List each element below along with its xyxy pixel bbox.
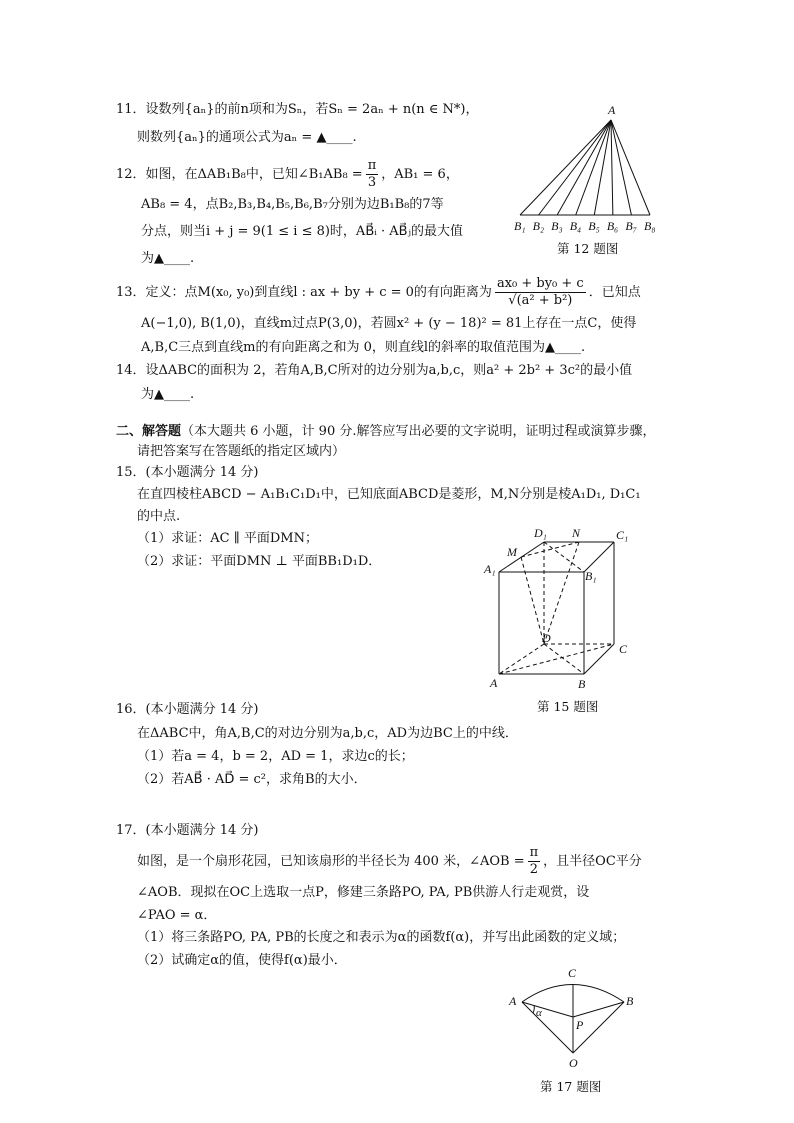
q12-line3: 分点，则当i + j = 9(1 ≤ i ≤ 8)时，AB⃗ᵢ · AB⃗ⱼ的最大值 bbox=[141, 224, 463, 239]
q14-line1: 14．设ΔABC的面积为 2，若角A,B,C所对的边分别为a,b,c，则a² + 2b² + 3c²的最小值 bbox=[116, 363, 633, 378]
fig15-label-B: B bbox=[578, 677, 586, 691]
q13-frac-num: ax₀ + by₀ + c bbox=[496, 276, 584, 291]
fig15-caption: 第 15 题图 bbox=[537, 699, 599, 714]
q12-fraction bbox=[366, 158, 379, 191]
fig17-label-P: P bbox=[576, 1018, 584, 1032]
q11-line2: 则数列{aₙ}的通项公式为aₙ = ▲____. bbox=[137, 130, 357, 145]
fig15-label-C1: C₁ bbox=[616, 528, 629, 542]
q12-line1-text: 12．如图，在ΔAB₁B₈中，已知∠B₁AB₈ = bbox=[116, 167, 363, 182]
fig17-sector-diagram bbox=[506, 965, 646, 1073]
fig17-label-O: O bbox=[569, 1056, 578, 1070]
section2-desc1: （本大题共 6 小题，计 90 分.解答应写出必要的文字说明，证明过程或演算步骤， bbox=[181, 424, 656, 439]
fig12-label-apex: A bbox=[608, 103, 616, 117]
fig12-label-b4: B₄ bbox=[569, 219, 582, 233]
q12-frac-num: π bbox=[367, 158, 377, 173]
fig17-label-alpha: α bbox=[536, 1007, 542, 1019]
q17-line3: ∠PAO = α． bbox=[137, 908, 217, 923]
q15-line2: 的中点. bbox=[137, 509, 181, 524]
section2-header bbox=[116, 423, 656, 441]
q12-line1-tail: ，AB₁ = 6， bbox=[381, 167, 459, 182]
fig12-triangle-diagram bbox=[508, 104, 668, 234]
fig15-label-A: A bbox=[490, 676, 498, 690]
fig12-ray-7 bbox=[611, 120, 631, 215]
fig17-caption: 第 17 题图 bbox=[540, 1079, 602, 1094]
fig12-ray-8 bbox=[611, 120, 650, 215]
fig15-label-M: M bbox=[507, 545, 517, 559]
fig12-label-b6: B₆ bbox=[606, 219, 619, 233]
q17-frac-num: π bbox=[529, 845, 539, 860]
q13-line1 bbox=[116, 276, 641, 309]
q14-line2: 为▲____. bbox=[141, 387, 195, 402]
fig15-prism-diagram bbox=[484, 526, 634, 691]
fig17-label-C: C bbox=[568, 966, 577, 980]
q16-part1: （1）若a = 4，b = 2，AD = 1，求边c的长； bbox=[137, 749, 414, 764]
fig15-label-B1: B₁ bbox=[585, 569, 597, 583]
q13-line1-tail: ．已知点 bbox=[588, 285, 641, 300]
fig12-label-b1: B₁ bbox=[514, 219, 526, 233]
q17-head: 17．(本小题满分 14 分) bbox=[116, 823, 259, 838]
q17-line1-text: 如图，是一个扇形花园，已知该扇形的半径长为 400 米，∠AOB = bbox=[137, 854, 525, 869]
q16-head: 16．(本小题满分 14 分) bbox=[116, 702, 259, 717]
fig15-label-D1: D₁ bbox=[534, 526, 547, 540]
fig12-ray-4 bbox=[576, 120, 611, 215]
q17-fraction bbox=[528, 845, 541, 878]
q17-line1-tail: ，且半径OC平分 bbox=[543, 854, 642, 869]
q12-line4: 为▲____. bbox=[141, 251, 195, 266]
q13-line3: A,B,C三点到直线m的有向距离之和为 0，则直线l的斜率的取值范围为▲____. bbox=[141, 340, 586, 355]
q12-line1 bbox=[116, 158, 459, 191]
q17-part2: （2）试确定α的值，使得f(α)最小． bbox=[137, 953, 347, 968]
q16-part2: （2）若AB⃗ · AD⃗ = c²，求角B的大小． bbox=[137, 772, 367, 787]
q15-part2: （2）求证：平面DMN ⊥ 平面BB₁D₁D． bbox=[137, 554, 382, 569]
q13-frac-den: √(a² + b²) bbox=[508, 293, 573, 308]
q17-line1 bbox=[137, 845, 642, 878]
fig15-label-A1: A₁ bbox=[484, 562, 496, 576]
q17-frac-den: 2 bbox=[529, 862, 539, 877]
fig12-ray-2 bbox=[539, 120, 611, 215]
q17-line2: ∠AOB．现拟在OC上选取一点P，修建三条路PO, PA, PB供游人行走观赏，设 bbox=[137, 885, 590, 900]
fig15-label-N: N bbox=[572, 526, 581, 540]
fig17-label-B: B bbox=[626, 994, 634, 1008]
q15-line1: 在直四棱柱ABCD − A₁B₁C₁D₁中，已知底面ABCD是菱形，M,N分别是棱A₁D₁, D₁C₁ bbox=[137, 487, 641, 502]
q12-frac-den: 3 bbox=[367, 175, 377, 190]
q12-line2: AB₈ = 4，点B₂,B₃,B₄,B₅,B₆,B₇分别为边B₁B₈的7等 bbox=[141, 197, 444, 212]
fig12-label-b7: B₇ bbox=[625, 219, 637, 233]
q11-line1: 11．设数列{aₙ}的前n项和为Sₙ，若Sₙ = 2aₙ + n(n ∈ N*)， bbox=[116, 102, 479, 117]
fig12-label-b2: B₂ bbox=[532, 219, 545, 233]
q13-line1-text: 13．定义：点M(x₀, y₀)到直线l : ax + by + c = 0的有向距离为 bbox=[116, 285, 492, 300]
fig15-label-D: D bbox=[542, 631, 551, 645]
fig17-label-A: A bbox=[509, 994, 517, 1008]
q13-line2: A(−1,0), B(1,0)，直线m过点P(3,0)，若圆x² + (y − 18)² = 81上存在一点C，使得 bbox=[141, 316, 637, 331]
fig12-label-b3: B₃ bbox=[551, 219, 563, 233]
fig15-label-C: C bbox=[619, 642, 628, 656]
section2-title: 二、解答题 bbox=[116, 424, 182, 439]
q15-part1: （1）求证：AC ∥ 平面DMN； bbox=[137, 531, 318, 546]
fig12-caption: 第 12 题图 bbox=[557, 241, 619, 256]
fig12-ray-6 bbox=[611, 120, 613, 215]
q15-head: 15．(本小题满分 14 分) bbox=[116, 465, 259, 480]
fig12-label-b5: B₅ bbox=[588, 219, 600, 233]
section2-desc2: 请把答案写在答题纸的指定区域内） bbox=[137, 444, 346, 459]
fig12-label-b8: B₈ bbox=[644, 219, 656, 233]
q16-line1: 在ΔABC中，角A,B,C的对边分别为a,b,c，AD为边BC上的中线． bbox=[137, 726, 518, 741]
q17-part1: （1）将三条路PO, PA, PB的长度之和表示为α的函数f(α)，并写出此函数的定义域； bbox=[137, 930, 626, 945]
q13-fraction bbox=[495, 276, 586, 309]
